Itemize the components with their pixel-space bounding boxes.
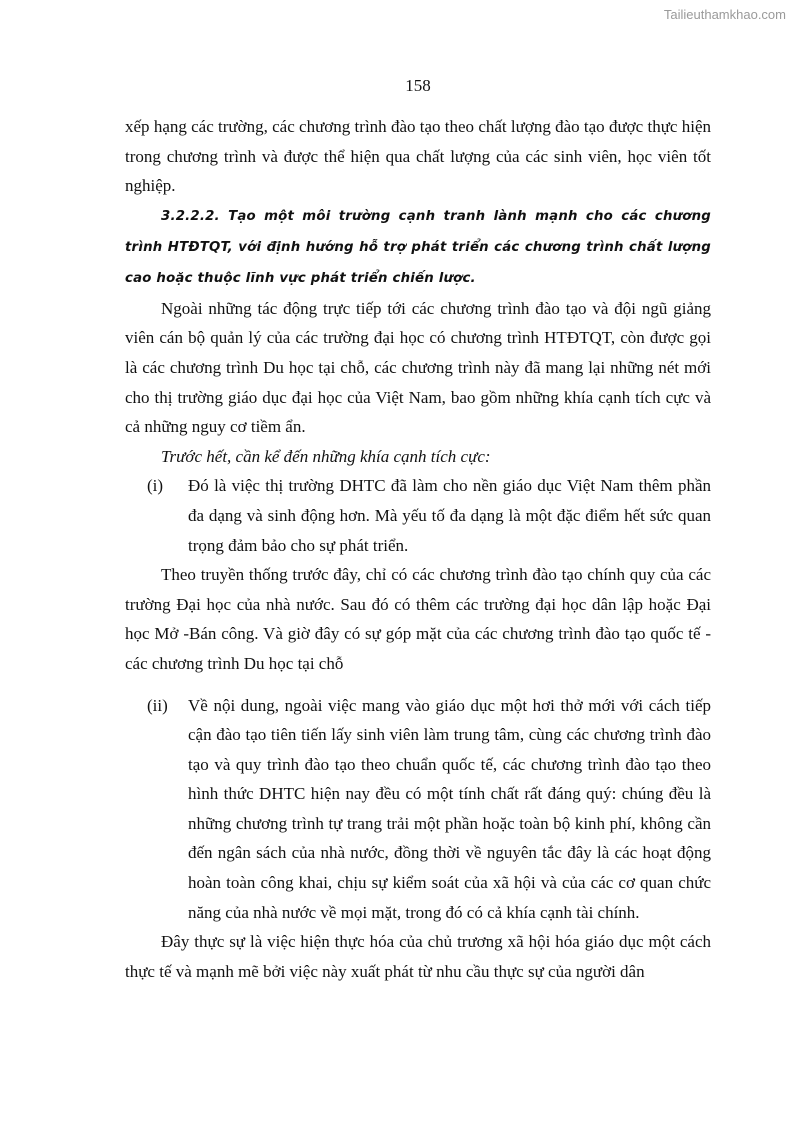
paragraph-intro: Ngoài những tác động trực tiếp tới các chương trình đào tạo và đội ngũ giảng viên cán bộ quản lý của các trường đại học có chương trình HTĐTQT, còn được gọi là các chương trình Du học tại chỗ, các chương trình này đã mang lại những nét mới cho thị trường giáo dục đại học của Việt Nam, bao gồm những khía cạnh tích cực và cả những nguy cơ tiềm ẩn. xyxy=(125,298,711,437)
section-heading: 3.2.2.2. Tạo một môi trường cạnh tranh lành mạnh cho các chương trình HTĐTQT, với định hướng hỗ trợ phát triển các chương trình chất lượng cao hoặc thuộc lĩnh vực phát triển chiến lược. xyxy=(125,208,711,286)
list-marker: (i) xyxy=(147,476,164,496)
paragraph-conclusion: Đây thực sự là việc hiện thực hóa của chủ trương xã hội hóa giáo dục một cách thực tế và mạnh mẽ bởi việc này xuất phát từ nhu cầu thực sự của người dân xyxy=(125,932,711,981)
list-item-2 xyxy=(125,691,711,928)
paragraph-tradition: Theo truyền thống trước đây, chỉ có các chương trình đào tạo chính quy của các trường Đại học của nhà nước. Sau đó có thêm các trường đại học dân lập hoặc Đại học Mở -Bán công. Và giờ đây có sự góp mặt của các chương trình đào tạo quốc tế - các chương trình Du học tại chỗ xyxy=(125,565,711,673)
page-body xyxy=(125,112,711,986)
page-number: 158 xyxy=(405,76,431,95)
watermark: Tailieuthamkhao.com xyxy=(663,7,786,22)
list-item-1 xyxy=(125,471,711,560)
paragraph-continuation: xếp hạng các trường, các chương trình đào tạo theo chất lượng đào tạo được thực hiện trong chương trình và được thể hiện qua chất lượng của các sinh viên, học viên tốt nghiệp. xyxy=(125,117,711,196)
list-item-text: Về nội dung, ngoài việc mang vào giáo dục một hơi thở mới với cách tiếp cận đào tạo tiên tiến lấy sinh viên làm trung tâm, cùng các chương trình đào tạo và quy trình đào tạo theo chuẩn quốc tế, các chương trình đào tạo theo hình thức DHTC hiện nay đều có một tính chất rất đáng quý: chúng đều là những chương trình tự trang trải một phần hoặc toàn bộ kinh phí, không cần đến ngân sách của nhà nước, đồng thời về nguyên tắc đây là các hoạt động hoàn toàn công khai, chịu sự kiểm soát của xã hội và của các cơ quan chức năng của nhà nước về mọi mặt, trong đó có cả khía cạnh tài chính. xyxy=(188,695,711,922)
paragraph-positive-aspects: Trước hết, cần kể đến những khía cạnh tích cực: xyxy=(161,446,491,466)
list-marker: (ii) xyxy=(147,695,168,715)
list-item-text: Đó là việc thị trường DHTC đã làm cho nền giáo dục Việt Nam thêm phần đa dạng và sinh động hơn. Mà yếu tố đa dạng là một đặc điểm hết sức quan trọng đảm bảo cho sự phát triển. xyxy=(188,476,711,555)
